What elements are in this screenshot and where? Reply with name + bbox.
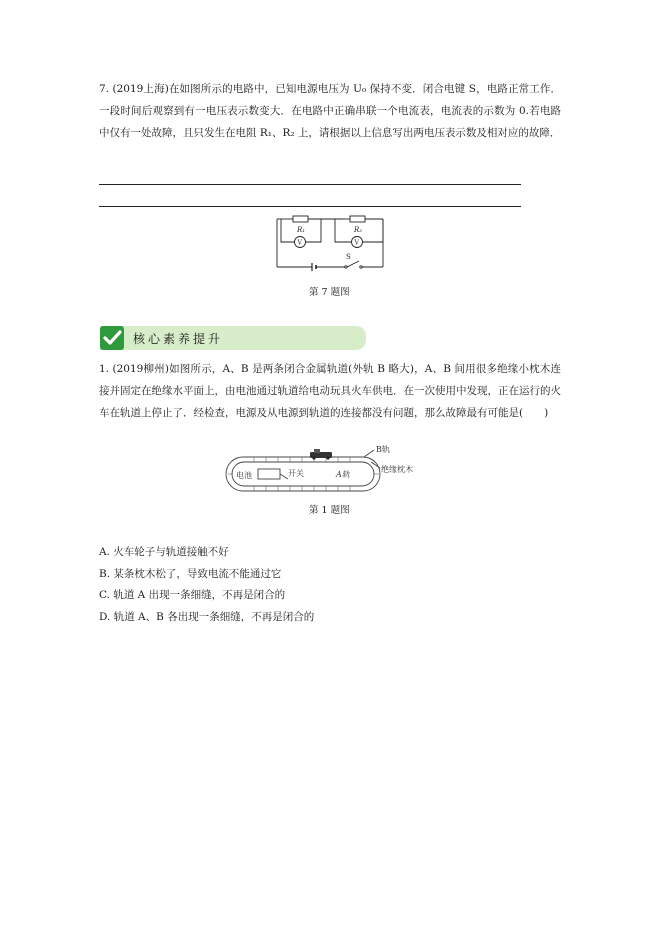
track-diagram (224, 447, 424, 497)
circuit-diagram (277, 214, 397, 274)
checkmark-icon (100, 326, 124, 350)
option-c: C. 轨道 A 出现一条细缝，不再是闭合的 (99, 589, 286, 601)
section-title: 核心素养提升 (133, 332, 224, 346)
answer-line-1 (99, 184, 521, 185)
option-b: B. 某条枕木松了，导致电流不能通过它 (99, 568, 282, 580)
label-r2: R₂ (354, 226, 363, 234)
label-a-rail: A轨 (336, 470, 350, 479)
question-1-text: 1. (2019柳州)如图所示，A、B 是两条闭合金属轨道(外轨 B 略大)，A、B 间用很多绝缘小枕木连接并固定在绝缘水平面上，由电池通过轨道给电动玩具火车供电．在一次使用中发现，正在运行的火车在轨道上停止了．经检查，电源及从电源到轨道的连接都没有问题，那么故障最有可能是( ) (99, 363, 561, 419)
label-v1: V (297, 239, 302, 247)
label-sleeper: 绝缘枕木 (381, 465, 413, 474)
section-heading (100, 326, 366, 350)
figure-7-caption: 第 7 题图 (309, 287, 350, 298)
figure-1-caption: 第 1 题图 (309, 505, 350, 516)
label-r1: R₁ (297, 226, 306, 234)
answer-line-2 (99, 206, 521, 207)
battery-icon (258, 469, 280, 479)
label-v2: V (354, 239, 359, 247)
resistor-r1 (293, 216, 308, 222)
toy-train-icon (310, 449, 332, 460)
label-b-rail: B轨 (376, 445, 390, 454)
option-d: D. 轨道 A、B 各出现一条细缝，不再是闭合的 (99, 611, 315, 623)
label-battery: 电池 (236, 471, 252, 480)
question-7-text: 7. (2019上海)在如图所示的电路中，已知电源电压为 U₀ 保持不变．闭合电键 S，电路正常工作．一段时间后观察到有一电压表示数变大．在电路中正确串联一个电流表，电流表的示数为 0.若电路中仅有一处故障，且只发生在电阻 R₁、R₂ 上，请根据以上信息写出两电压表示数及相对应的故障． (99, 83, 561, 139)
label-switch: S (346, 253, 351, 261)
label-switch: 开关 (288, 469, 304, 478)
option-a: A. 火车轮子与轨道接触不好 (99, 546, 229, 558)
resistor-r2 (350, 216, 365, 222)
